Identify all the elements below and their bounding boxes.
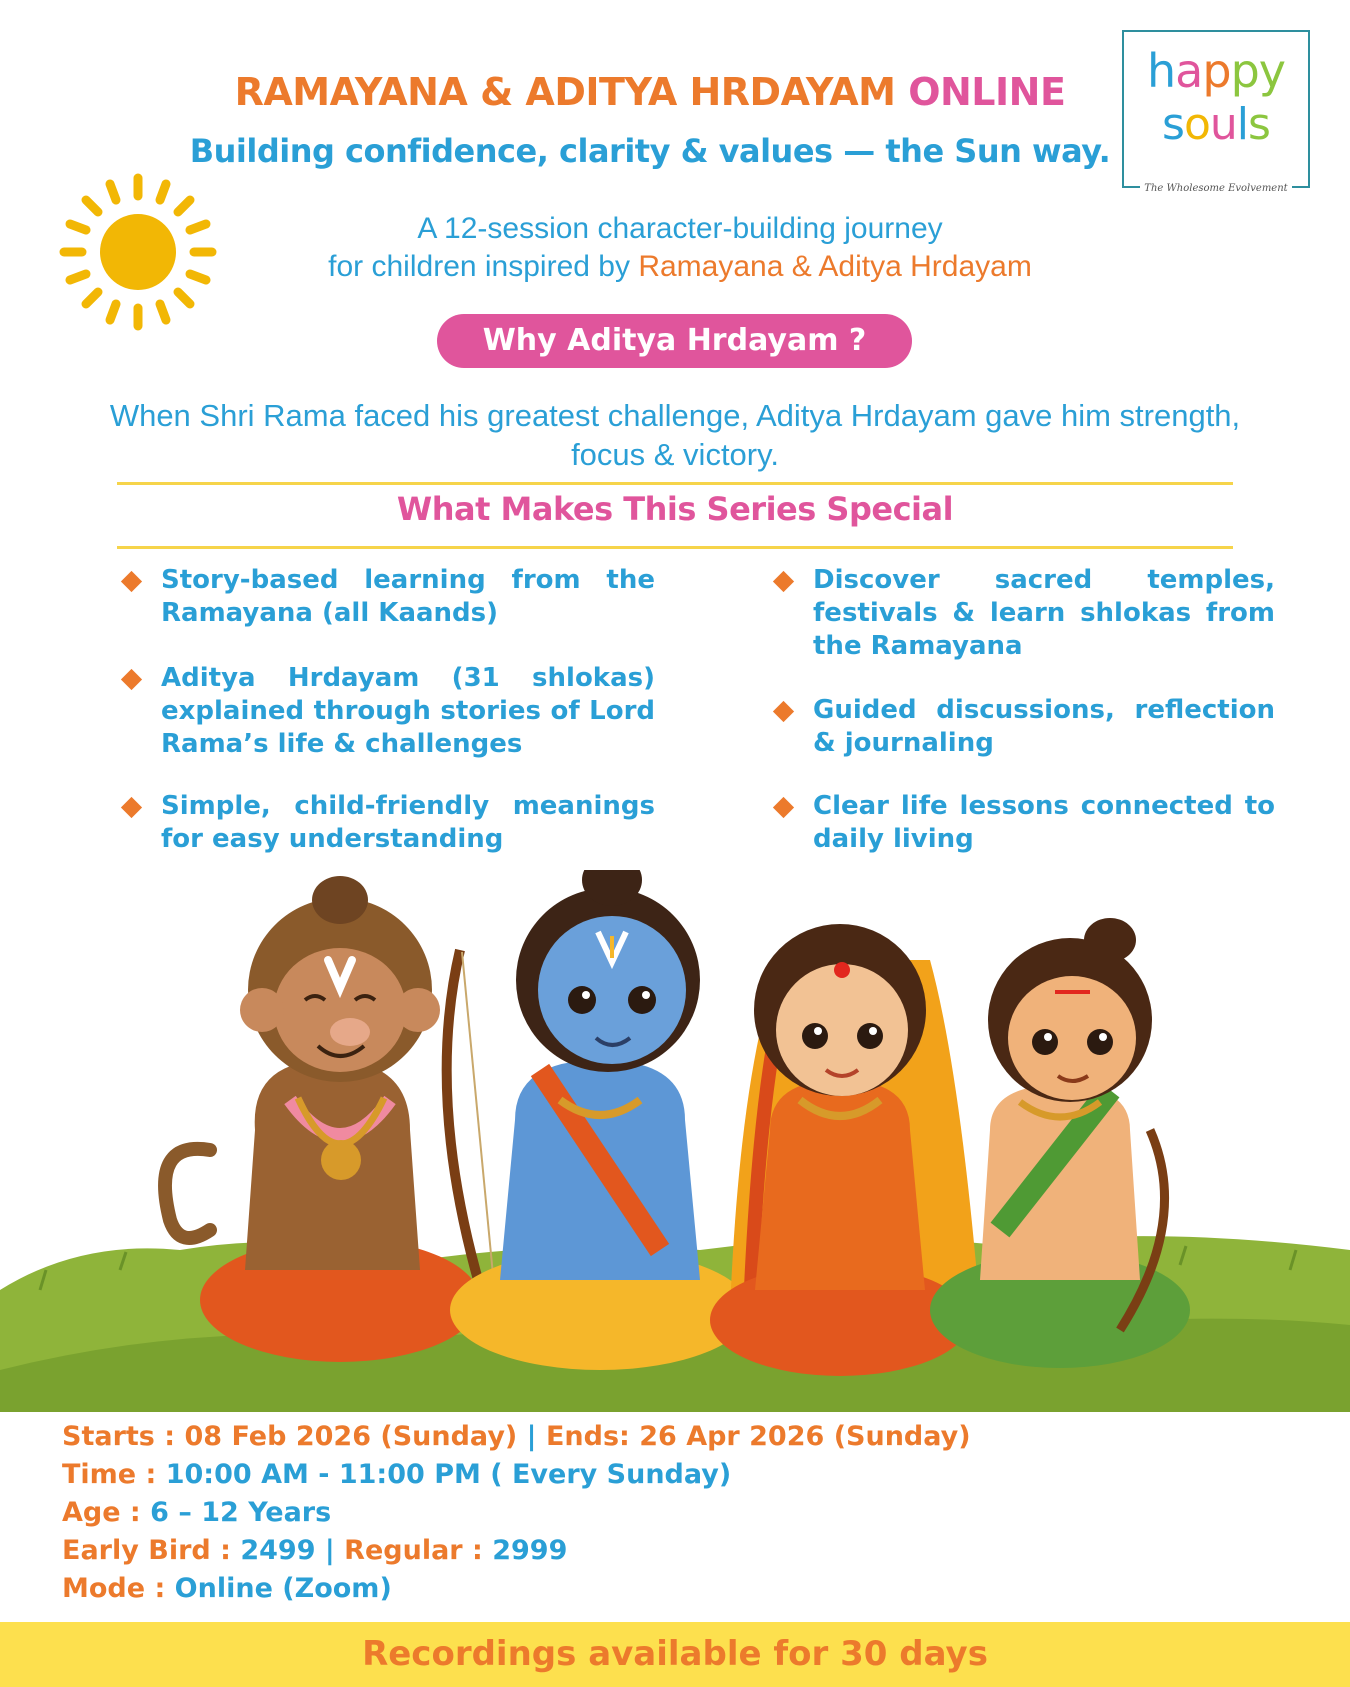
ends-label: Ends: (545, 1421, 630, 1452)
mode-label: Mode : (62, 1573, 166, 1604)
time-label: Time : (62, 1459, 157, 1490)
schedule-time (62, 1458, 731, 1492)
logo-letter: p (1230, 44, 1259, 98)
age-label: Age : (62, 1497, 141, 1528)
starts-value: 08 Feb 2026 (Sunday) (184, 1421, 518, 1452)
intro-line-2-prefix: for children inspired by (328, 250, 639, 283)
regular-value: 2999 (492, 1535, 568, 1566)
intro-line-1: A 12-session character-building journey (417, 212, 943, 245)
feature-item: Aditya Hrdayam (31 shlokas) explained through stories of Lord Rama’s life & challenges (161, 663, 655, 759)
title-main: RAMAYANA & ADITYA HRDAYAM (234, 70, 896, 114)
poster-title (150, 70, 1150, 114)
intro-line-2 (220, 248, 1140, 286)
divider-top (117, 482, 1233, 485)
feature-item: Guided discussions, reflection & journaling (813, 695, 1275, 758)
logo-letter: s (1162, 99, 1184, 150)
price-separator: | (324, 1535, 335, 1566)
bullet-diamond-icon (121, 571, 142, 592)
regular-label: Regular : (344, 1535, 483, 1566)
hanuman-figure (165, 876, 480, 1362)
rama-figure (447, 870, 750, 1370)
age-range (62, 1496, 331, 1530)
logo-letter: u (1209, 99, 1237, 150)
bullet-diamond-icon (773, 571, 794, 592)
delivery-mode (62, 1572, 392, 1606)
early-bird-label: Early Bird : (62, 1535, 231, 1566)
logo-letter: s (1248, 99, 1270, 150)
feature-item: Discover sacred temples, festivals & learn shlokas from the Ramayana (813, 565, 1275, 661)
age-value: 6 – 12 Years (150, 1497, 332, 1528)
bullet-diamond-icon (773, 701, 794, 722)
schedule-dates (62, 1420, 971, 1454)
logo-tagline: The Wholesome Evolvement (1140, 183, 1291, 194)
ends-value: 26 Apr 2026 (Sunday) (639, 1421, 971, 1452)
logo-letter: p (1202, 44, 1231, 98)
separator: | (526, 1421, 537, 1452)
starts-label: Starts : (62, 1421, 176, 1452)
logo-letter: y (1258, 44, 1285, 98)
logo-tagline-row (1122, 178, 1310, 196)
bullet-diamond-icon (121, 669, 142, 690)
early-bird-value: 2499 (240, 1535, 316, 1566)
title-accent: ONLINE (908, 70, 1066, 114)
feature-item: Story-based learning from the Ramayana (all Kaands) (161, 565, 655, 628)
bullet-diamond-icon (773, 797, 794, 818)
tagline: Building confidence, clarity & values — the Sun way. (189, 132, 1111, 170)
mode-value: Online (Zoom) (174, 1573, 392, 1604)
happy-souls-logo (1122, 30, 1310, 194)
logo-letter: a (1175, 44, 1203, 98)
why-heading-pill: Why Aditya Hrdayam ? (437, 314, 912, 368)
intro-text (220, 210, 1140, 286)
divider-bottom (117, 546, 1233, 549)
special-heading: What Makes This Series Special (396, 490, 954, 528)
logo-letter: h (1147, 44, 1176, 98)
feature-item: Clear life lessons connected to daily living (813, 791, 1275, 854)
lakshmana-figure (930, 918, 1190, 1368)
recordings-banner: Recordings available for 30 days (0, 1622, 1350, 1687)
feature-item: Simple, child-friendly meanings for easy understanding (161, 791, 655, 854)
why-description: When Shri Rama faced his greatest challenge, Aditya Hrdayam gave him strength, focus & victory. (109, 398, 1241, 472)
characters-illustration (0, 870, 1350, 1412)
intro-highlight: Ramayana & Aditya Hrdayam (638, 250, 1032, 283)
logo-word-happy (1124, 46, 1308, 96)
logo-letter: o (1183, 99, 1210, 150)
bullet-diamond-icon (121, 797, 142, 818)
pricing (62, 1534, 567, 1568)
sun-icon (58, 172, 218, 332)
logo-letter: l (1236, 99, 1249, 150)
time-value: 10:00 AM - 11:00 PM ( Every Sunday) (165, 1459, 732, 1490)
logo-word-souls (1124, 100, 1308, 150)
